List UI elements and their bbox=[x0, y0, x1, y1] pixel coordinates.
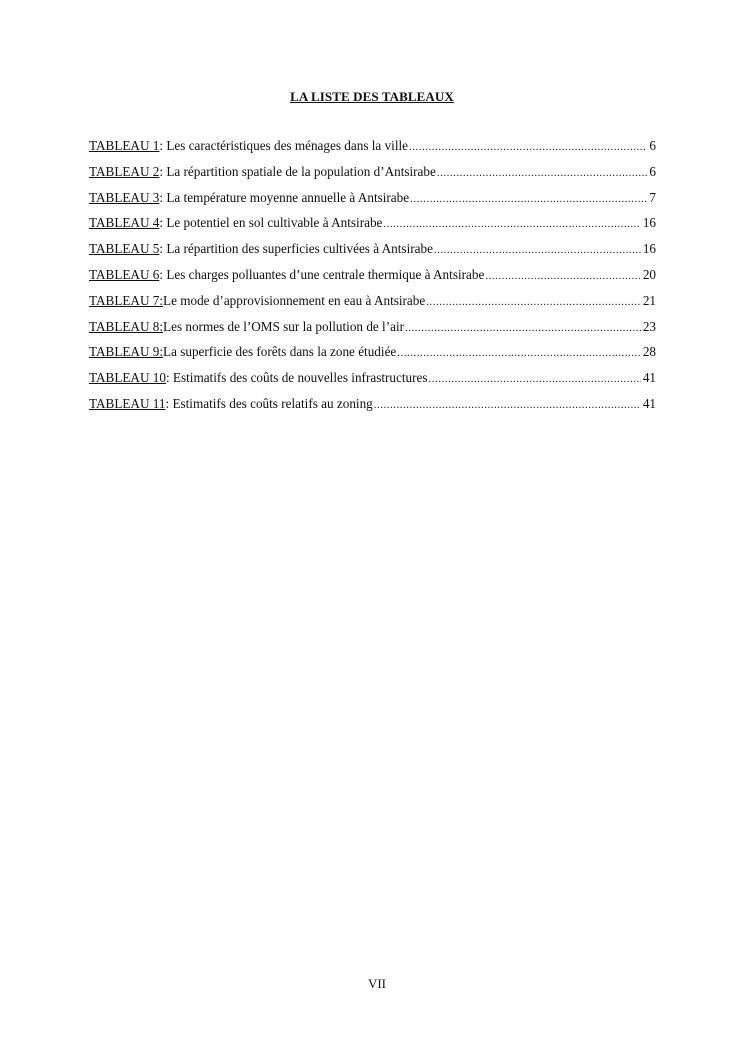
toc-entry-9 bbox=[89, 344, 656, 370]
toc-entry-2 bbox=[89, 164, 656, 190]
toc-entry-label: TABLEAU 4 bbox=[89, 215, 160, 231]
toc-entry-7 bbox=[89, 293, 656, 319]
toc-entry-title: : Les charges polluantes d’une centrale thermique à Antsirabe bbox=[159, 266, 485, 282]
toc-entry-label: TABLEAU 11 bbox=[89, 395, 166, 411]
toc-entry-3 bbox=[89, 190, 656, 216]
toc-entry-label: TABLEAU 2 bbox=[89, 163, 160, 179]
toc-entry-title: : Estimatifs des coûts de nouvelles infrastructures bbox=[165, 370, 428, 386]
toc-entry-label: TABLEAU 1 bbox=[89, 138, 160, 153]
toc-entry-page: 28 bbox=[642, 344, 656, 360]
toc-entry-page: 23 bbox=[642, 318, 656, 334]
dot-leader bbox=[485, 270, 641, 282]
toc-entry-page: 16 bbox=[642, 215, 656, 231]
dot-leader bbox=[405, 322, 641, 334]
toc-entry-title: : La répartition spatiale de la population d’Antsirabe bbox=[159, 163, 436, 179]
toc-entry-label: TABLEAU 8: bbox=[89, 318, 164, 334]
toc-entry-title: Le mode d’approvisionnement en eau à Antsirabe bbox=[163, 292, 426, 308]
toc-entry-title: : Le potentiel en sol cultivable à Antsirabe bbox=[159, 215, 383, 231]
toc-entry-title: : La température moyenne annuelle à Antsirabe bbox=[159, 189, 410, 205]
toc-entry-label: TABLEAU 9: bbox=[89, 344, 164, 360]
toc-entry-page: 20 bbox=[642, 266, 656, 282]
page-number: VII bbox=[367, 976, 387, 991]
toc-entry-page: 21 bbox=[642, 292, 656, 308]
toc-entry-6 bbox=[89, 267, 656, 293]
page-title: LA LISTE DES TABLEAUX bbox=[290, 89, 454, 104]
toc-entry-title: : Estimatifs des coûts relatifs au zoning bbox=[165, 395, 373, 411]
toc-entry-page: 6 bbox=[649, 163, 656, 179]
toc-entry-page: 16 bbox=[642, 241, 656, 257]
toc-entry-10 bbox=[89, 370, 656, 396]
toc-entry-8 bbox=[89, 319, 656, 345]
dot-leader bbox=[397, 347, 641, 359]
toc-entry-label: TABLEAU 6 bbox=[89, 266, 160, 282]
toc-entry-label: TABLEAU 7: bbox=[89, 292, 164, 308]
toc-entry-label: TABLEAU 5 bbox=[89, 241, 160, 257]
toc-entry-page: 7 bbox=[649, 189, 656, 205]
dot-leader bbox=[410, 193, 647, 205]
toc-entry-title: La superficie des forêts dans la zone étudiée bbox=[163, 344, 397, 360]
toc-entry-title: : Les caractéristiques des ménages dans la ville bbox=[159, 138, 409, 153]
toc-entry-title: Les normes de l’OMS sur la pollution de l’air bbox=[163, 318, 405, 334]
toc-entry-title: : La répartition des superficies cultivées à Antsirabe bbox=[159, 241, 433, 257]
toc-entry-label: TABLEAU 3 bbox=[89, 189, 160, 205]
dot-leader bbox=[426, 296, 641, 308]
toc-entry-page: 41 bbox=[642, 395, 656, 411]
dot-leader bbox=[434, 244, 641, 256]
toc-entry-page: 6 bbox=[649, 138, 656, 153]
dot-leader bbox=[409, 141, 647, 153]
toc-entry-5 bbox=[89, 241, 656, 267]
toc-entry-1 bbox=[89, 138, 656, 164]
toc-entry-page: 41 bbox=[642, 370, 656, 386]
toc-entry-4 bbox=[89, 215, 656, 241]
dot-leader bbox=[428, 373, 640, 385]
dot-leader bbox=[437, 167, 648, 179]
toc-entry-label: TABLEAU 10 bbox=[89, 370, 166, 386]
dot-leader bbox=[374, 399, 641, 411]
toc-entry-11 bbox=[89, 396, 656, 422]
table-list bbox=[89, 138, 656, 422]
dot-leader bbox=[383, 218, 640, 230]
